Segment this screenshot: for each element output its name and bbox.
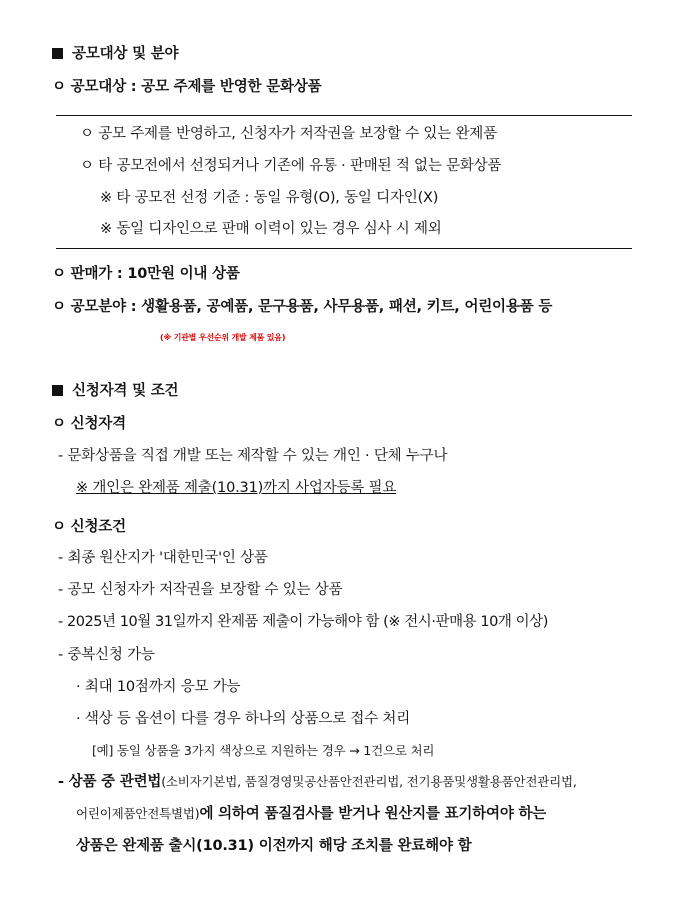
field-note: (※ 기관별 우선순위 개발 제품 있음)	[160, 333, 286, 342]
condition-5-line1: - 상품 중 관련법(소비자기본법, 품질경영및공산품안전관리법, 전기용품및생활용품안전관리법,	[58, 774, 577, 790]
square-bullet-icon	[52, 385, 63, 396]
price-line: ㅇ 판매가 : 10만원 이내 상품	[52, 266, 240, 282]
condition-2: - 공모 신청자가 저작권을 보장할 수 있는 상품	[58, 582, 343, 598]
field-line: ㅇ 공모분야 : 생활용품, 공예품, 문구용품, 사무용품, 패션, 키트, 어린이용품 등	[52, 299, 553, 315]
divider-bottom	[56, 248, 632, 249]
condition-4: - 중복신청 가능	[58, 647, 155, 663]
qualification-1: - 문화상품을 직접 개발 또는 제작할 수 있는 개인 · 단체 누구나	[58, 448, 448, 464]
section-heading-eligibility: 신청자격 및 조건	[52, 381, 178, 401]
condition-5-line3: 상품은 완제품 출시(10.31) 이전까지 해당 조치를 완료해야 함	[76, 838, 472, 854]
box-note-2: ※ 동일 디자인으로 판매 이력이 있는 경우 심사 시 제외	[100, 221, 442, 237]
condition-4b: · 색상 등 옵션이 다를 경우 하나의 상품으로 접수 처리	[76, 711, 411, 727]
condition-1: - 최종 원산지가 '대한민국'인 상품	[58, 550, 268, 566]
condition-4a: · 최대 10점까지 응모 가능	[76, 679, 241, 695]
target-line: ㅇ 공모대상 : 공모 주제를 반영한 문화상품	[52, 79, 322, 95]
qualification-head: ㅇ 신청자격	[52, 416, 126, 432]
box-item-1: ㅇ 공모 주제를 반영하고, 신청자가 저작권을 보장할 수 있는 완제품	[80, 126, 497, 142]
condition-3: - 2025년 10월 31일까지 완제품 제출이 가능해야 함 (※ 전시·판매용 10개 이상)	[58, 614, 548, 630]
qualification-2: ※ 개인은 완제품 제출(10.31)까지 사업자등록 필요	[76, 480, 397, 496]
box-item-2: ㅇ 타 공모전에서 선정되거나 기존에 유통 · 판매된 적 없는 문화상품	[80, 158, 502, 174]
divider-top	[56, 115, 632, 116]
condition-head: ㅇ 신청조건	[52, 519, 126, 535]
condition-5-line2: 어린이제품안전특별법)에 의하여 품질검사를 받거나 원산지를 표기하여야 하는	[76, 806, 547, 822]
condition-4c: [예] 동일 상품을 3가지 색상으로 지원하는 경우 → 1건으로 처리	[92, 743, 435, 758]
box-note-1: ※ 타 공모전 선정 기준 : 동일 유형(O), 동일 디자인(X)	[100, 190, 439, 206]
square-bullet-icon	[52, 48, 63, 59]
section-heading-target: 공모대상 및 분야	[52, 44, 178, 64]
